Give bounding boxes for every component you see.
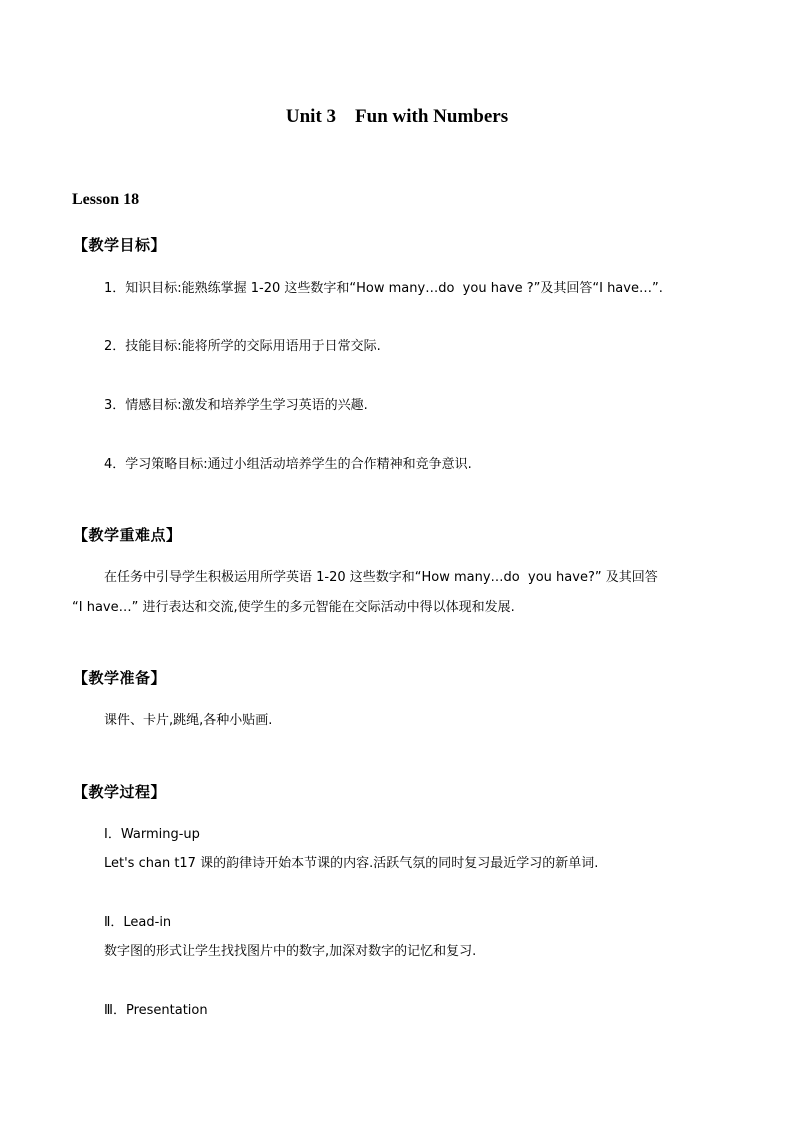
step-title-presentation: Ⅲ．Presentation xyxy=(104,1003,208,1018)
goal-item: 1．知识目标:能熟练掌握 1-20 这些数字和“How many…do you have ?”及其回答“I have…”. xyxy=(104,281,663,296)
goal-item: 2．技能目标:能将所学的交际用语用于日常交际. xyxy=(104,339,381,354)
key-points-text-line-1: 在任务中引导学生积极运用所学英语 1-20 这些数字和“How many…do you have?” 及其回答 xyxy=(104,570,658,585)
section-heading-process: 【教学过程】 xyxy=(73,783,167,801)
section-heading-goals: 【教学目标】 xyxy=(73,236,167,254)
lesson-number: Lesson 18 xyxy=(72,191,140,208)
goal-item: 4．学习策略目标:通过小组活动培养学生的合作精神和竞争意识. xyxy=(104,457,472,472)
page-title: Unit 3 Fun with Numbers xyxy=(285,106,509,127)
section-heading-key-points: 【教学重难点】 xyxy=(73,526,182,544)
preparation-text: 课件、卡片,跳绳,各种小贴画. xyxy=(104,713,273,728)
goal-item: 3．情感目标:激发和培养学生学习英语的兴趣. xyxy=(104,398,368,413)
key-points-text-line-2: “I have…” 进行表达和交流,使学生的多元智能在交际活动中得以体现和发展. xyxy=(72,600,515,615)
step-title-warming-up: Ⅰ．Warming-up xyxy=(104,827,200,842)
step-title-lead-in: Ⅱ．Lead-in xyxy=(104,915,172,930)
section-heading-preparation: 【教学准备】 xyxy=(73,669,167,687)
step-text-warming-up: Let's chan t17 课的韵律诗开始本节课的内容.活跃气氛的同时复习最近学习的新单词. xyxy=(104,856,599,871)
step-text-lead-in: 数字图的形式让学生找找图片中的数字,加深对数字的记忆和复习. xyxy=(104,944,477,959)
